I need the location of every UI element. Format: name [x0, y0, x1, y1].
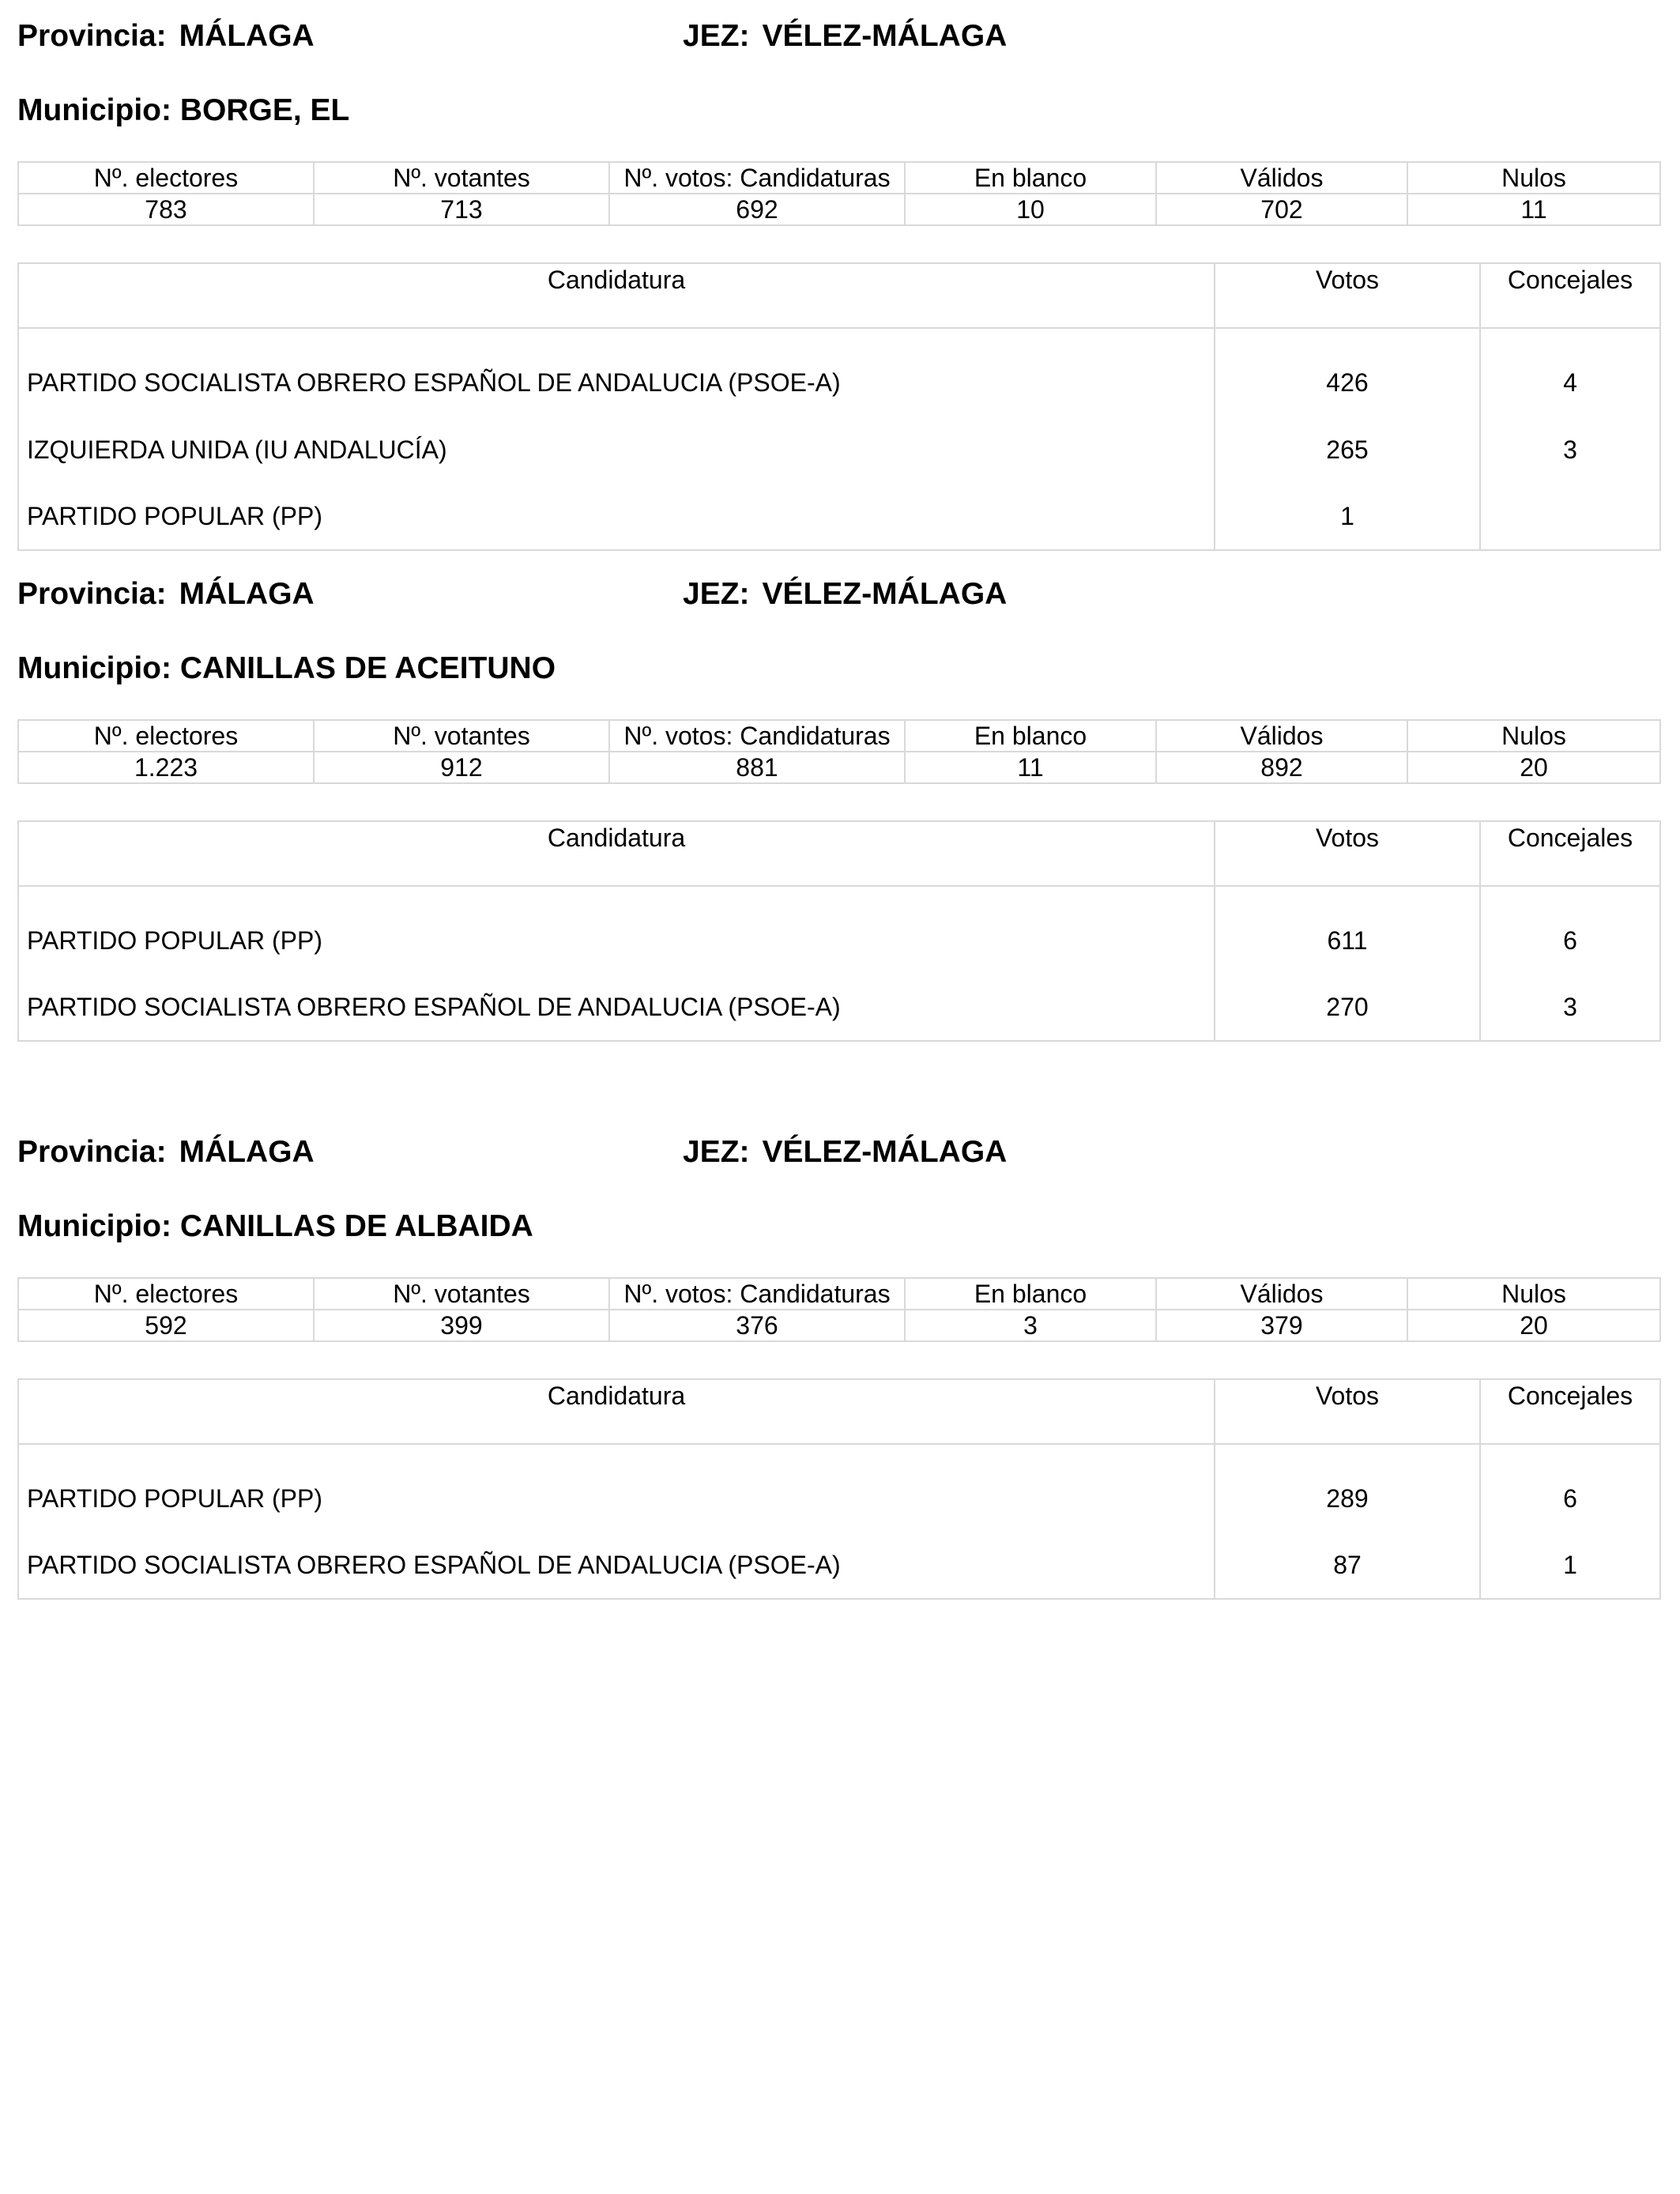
municipio-value: CANILLAS DE ALBAIDA: [179, 1209, 533, 1243]
summary-header-electores: Nº. electores: [18, 1278, 314, 1310]
municipio-label: Municipio:: [17, 1209, 171, 1243]
candidatura-name: PARTIDO SOCIALISTA OBRERO ESPAÑOL DE ANDALUCIA (PSOE-A): [18, 328, 1215, 416]
summary-value-en-blanco: 11: [905, 752, 1156, 783]
provincia-header: [17, 579, 315, 609]
provincia-value: MÁLAGA: [179, 19, 315, 53]
candidatura-row: [18, 328, 1660, 416]
candidaturas-header-candidatura: Candidatura: [18, 1379, 1215, 1444]
summary-value-votos-candidaturas: 376: [609, 1310, 905, 1341]
summary-table: [17, 719, 1661, 784]
municipio-label: Municipio:: [17, 651, 171, 685]
provincia-header: [17, 21, 315, 51]
summary-value-electores: 1.223: [18, 752, 314, 783]
jez-label: JEZ:: [683, 577, 750, 611]
candidaturas-header-row: [18, 821, 1660, 886]
jez-value: VÉLEZ-MÁLAGA: [762, 577, 1008, 611]
candidatura-concejales: 6: [1563, 1483, 1577, 1513]
jez-label: JEZ:: [683, 19, 750, 53]
summary-header-votos-candidaturas: Nº. votos: Candidaturas: [609, 720, 905, 752]
candidatura-name: PARTIDO POPULAR (PP): [18, 483, 1215, 550]
summary-header-electores: Nº. electores: [18, 162, 314, 194]
summary-header-nulos: Nulos: [1407, 162, 1660, 194]
candidaturas-header-votos: Votos: [1215, 821, 1480, 886]
summary-header-votos-candidaturas: Nº. votos: Candidaturas: [609, 162, 905, 194]
summary-value-votantes: 399: [314, 1310, 609, 1341]
candidaturas-table: [17, 262, 1661, 551]
summary-value-en-blanco: 3: [905, 1310, 1156, 1341]
candidatura-row: [18, 416, 1660, 483]
provincia-label: Provincia:: [17, 1135, 167, 1169]
candidaturas-header-concejales: Concejales: [1480, 263, 1660, 328]
candidatura-name: PARTIDO POPULAR (PP): [18, 1444, 1215, 1532]
candidaturas-header-votos: Votos: [1215, 1379, 1480, 1444]
summary-values-row: [18, 752, 1660, 783]
summary-value-electores: 592: [18, 1310, 314, 1341]
candidatura-name: IZQUIERDA UNIDA (IU ANDALUCÍA): [18, 416, 1215, 483]
summary-header-nulos: Nulos: [1407, 1278, 1660, 1310]
candidaturas-table: [17, 820, 1661, 1042]
summary-header-votos-candidaturas: Nº. votos: Candidaturas: [609, 1278, 905, 1310]
summary-value-nulos: 20: [1407, 752, 1660, 783]
candidatura-concejales: 6: [1563, 925, 1577, 955]
provincia-label: Provincia:: [17, 577, 167, 611]
summary-table: [17, 1277, 1661, 1342]
summary-value-votos-candidaturas: 881: [609, 752, 905, 783]
summary-header-votantes: Nº. votantes: [314, 162, 609, 194]
summary-header-electores: Nº. electores: [18, 720, 314, 752]
candidatura-row: [18, 1444, 1660, 1532]
candidatura-concejales: 1: [1563, 1551, 1577, 1579]
candidatura-votos: 270: [1215, 974, 1480, 1041]
candidatura-row: [18, 1532, 1660, 1599]
jez-label: JEZ:: [683, 1135, 750, 1169]
municipio-header: [17, 95, 349, 126]
municipio-label: Municipio:: [17, 93, 171, 127]
provincia-header: [17, 1137, 315, 1167]
candidaturas-header-candidatura: Candidatura: [18, 263, 1215, 328]
summary-value-validos: 892: [1156, 752, 1407, 783]
provincia-value: MÁLAGA: [179, 577, 315, 611]
summary-value-nulos: 20: [1407, 1310, 1660, 1341]
jez-value: VÉLEZ-MÁLAGA: [762, 19, 1008, 53]
summary-value-votos-candidaturas: 692: [609, 194, 905, 225]
summary-header-en-blanco: En blanco: [905, 1278, 1156, 1310]
provincia-label: Provincia:: [17, 19, 167, 53]
summary-values-row: [18, 194, 1660, 225]
summary-value-nulos: 11: [1407, 194, 1660, 225]
candidaturas-header-votos: Votos: [1215, 263, 1480, 328]
summary-header-validos: Válidos: [1156, 720, 1407, 752]
summary-header-en-blanco: En blanco: [905, 162, 1156, 194]
candidatura-row: [18, 974, 1660, 1041]
candidaturas-header-row: [18, 263, 1660, 328]
candidatura-concejales: 3: [1563, 435, 1577, 464]
jez-header: [683, 579, 1007, 609]
candidaturas-table: [17, 1378, 1661, 1600]
summary-value-votantes: 713: [314, 194, 609, 225]
candidatura-votos: 426: [1215, 328, 1480, 416]
municipio-value: CANILLAS DE ACEITUNO: [179, 651, 556, 685]
jez-header: [683, 21, 1007, 51]
jez-value: VÉLEZ-MÁLAGA: [762, 1135, 1008, 1169]
summary-value-validos: 379: [1156, 1310, 1407, 1341]
summary-header-validos: Válidos: [1156, 162, 1407, 194]
summary-header-validos: Válidos: [1156, 1278, 1407, 1310]
candidatura-row: [18, 483, 1660, 550]
summary-value-votantes: 912: [314, 752, 609, 783]
summary-value-electores: 783: [18, 194, 314, 225]
summary-header-votantes: Nº. votantes: [314, 720, 609, 752]
candidatura-row: [18, 886, 1660, 974]
provincia-value: MÁLAGA: [179, 1135, 315, 1169]
summary-table: [17, 161, 1661, 226]
municipio-header: [17, 653, 556, 684]
candidaturas-header-candidatura: Candidatura: [18, 821, 1215, 886]
candidaturas-header-concejales: Concejales: [1480, 1379, 1660, 1444]
candidaturas-header-row: [18, 1379, 1660, 1444]
municipio-value: BORGE, EL: [179, 93, 350, 127]
candidatura-votos: 265: [1215, 416, 1480, 483]
summary-header-votantes: Nº. votantes: [314, 1278, 609, 1310]
summary-values-row: [18, 1310, 1660, 1341]
summary-header-row: [18, 162, 1660, 194]
candidatura-votos: 87: [1215, 1532, 1480, 1599]
candidatura-name: PARTIDO SOCIALISTA OBRERO ESPAÑOL DE ANDALUCIA (PSOE-A): [18, 1532, 1215, 1599]
candidatura-name: PARTIDO SOCIALISTA OBRERO ESPAÑOL DE ANDALUCIA (PSOE-A): [18, 974, 1215, 1041]
candidatura-votos: 611: [1215, 886, 1480, 974]
summary-value-validos: 702: [1156, 194, 1407, 225]
summary-header-en-blanco: En blanco: [905, 720, 1156, 752]
candidatura-name: PARTIDO POPULAR (PP): [18, 886, 1215, 974]
candidatura-votos: 289: [1215, 1444, 1480, 1532]
summary-header-row: [18, 720, 1660, 752]
summary-value-en-blanco: 10: [905, 194, 1156, 225]
jez-header: [683, 1137, 1007, 1167]
candidatura-votos: 1: [1215, 483, 1480, 550]
candidatura-concejales: 3: [1563, 993, 1577, 1021]
summary-header-row: [18, 1278, 1660, 1310]
candidatura-concejales: [1480, 483, 1660, 550]
candidaturas-header-concejales: Concejales: [1480, 821, 1660, 886]
summary-header-nulos: Nulos: [1407, 720, 1660, 752]
municipio-header: [17, 1211, 533, 1242]
candidatura-concejales: 4: [1563, 368, 1577, 397]
